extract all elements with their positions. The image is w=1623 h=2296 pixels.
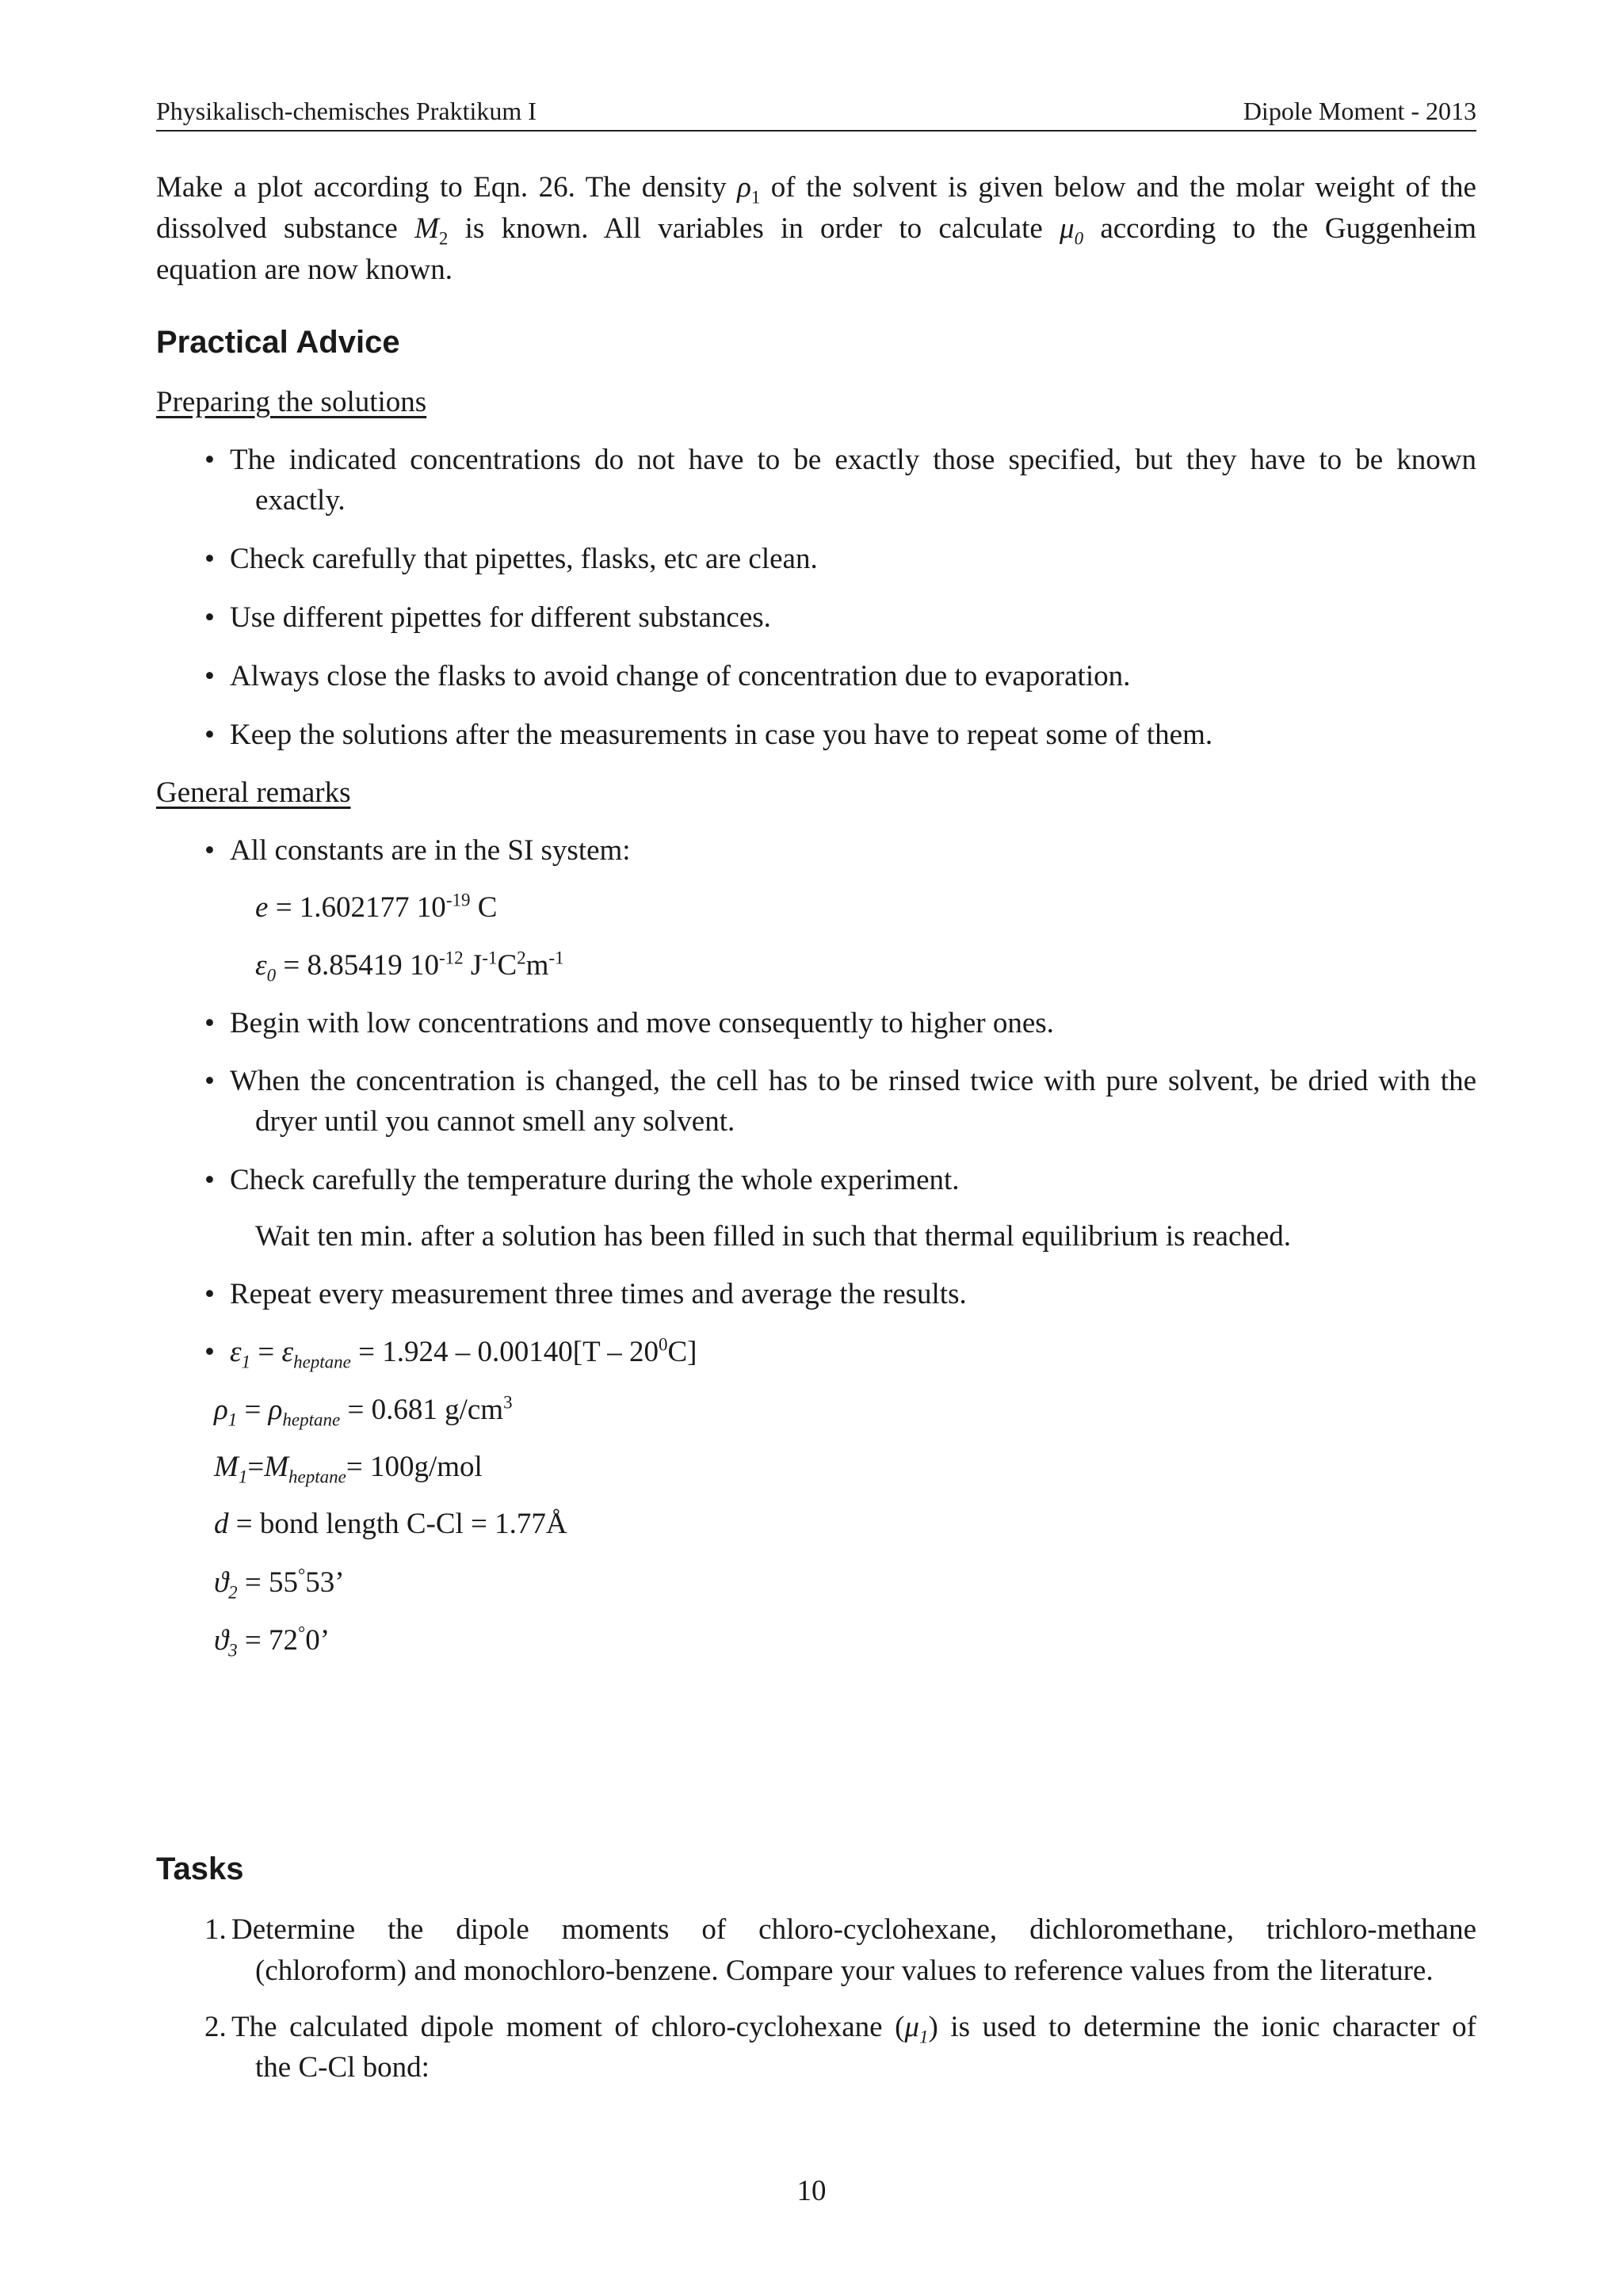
- eps0-value: = 8.85419 10: [276, 949, 439, 982]
- param-theta3: [214, 1620, 330, 1661]
- degree-exponent: 0: [659, 1334, 668, 1355]
- constant-e: [255, 887, 497, 929]
- eps1-value-end: C]: [667, 1336, 697, 1368]
- subheading-general-remarks: General remarks: [156, 776, 351, 809]
- task-text: ) is used to determine the ionic character of: [928, 2011, 1476, 2043]
- degree-sign: °: [298, 1565, 306, 1585]
- unit-exponent: 2: [517, 948, 526, 968]
- list-item: When the concentration is changed, the cell has to be rinsed twice with pure solvent, be dried with the: [230, 1065, 1476, 1097]
- unit-exponent: -1: [482, 948, 498, 968]
- subheading-preparing-solutions: Preparing the solutions: [156, 386, 427, 418]
- list-item: Use different pipettes for different substances.: [230, 601, 771, 634]
- unit-exponent: -1: [548, 948, 564, 968]
- subscript: 1: [238, 1466, 248, 1487]
- m-symbol: M: [264, 1451, 289, 1483]
- epsilon-symbol: ε: [255, 949, 267, 982]
- mu-subscript: 0: [1074, 228, 1084, 249]
- theta2-value: = 55: [237, 1566, 299, 1599]
- bullet: •: [204, 543, 215, 575]
- unit: J: [463, 949, 483, 982]
- bullet: •: [204, 1007, 215, 1039]
- bullet: •: [204, 1278, 215, 1310]
- epsilon-symbol: ε: [230, 1336, 242, 1368]
- list-item: Check carefully that pipettes, flasks, etc are clean.: [230, 543, 818, 575]
- subscript: 1: [241, 1352, 251, 1372]
- e-symbol: e: [255, 891, 269, 924]
- m-symbol: M: [214, 1451, 239, 1483]
- theta-symbol: ϑ: [214, 1566, 229, 1599]
- bond-length-value: = bond length C-Cl = 1.77Å: [228, 1508, 567, 1540]
- list-item: Begin with low concentrations and move consequently to higher ones.: [230, 1007, 1054, 1039]
- subscript: heptane: [282, 1409, 341, 1430]
- equals: =: [247, 1451, 265, 1483]
- rho-symbol: ρ: [737, 171, 751, 204]
- constant-eps0: [255, 945, 564, 986]
- intro-line-2: [156, 208, 1476, 250]
- bullet: •: [204, 1336, 215, 1368]
- param-rho1: [214, 1390, 513, 1431]
- task-2-line-2: the C-Cl bond:: [255, 2051, 430, 2084]
- subscript: heptane: [293, 1352, 351, 1372]
- epsilon-subscript: 0: [266, 965, 277, 986]
- m-symbol: M: [414, 212, 439, 245]
- task-1-line-2: (chloroform) and monochloro-benzene. Compare your values to reference values from the literature.: [255, 1955, 1434, 1987]
- intro-text: Make a plot according to Eqn. 26. The density: [156, 171, 738, 204]
- list-item: Keep the solutions after the measurements in case you have to repeat some of them.: [230, 719, 1213, 751]
- list-item: Repeat every measurement three times and average the results.: [230, 1278, 967, 1310]
- theta2-minutes: 53’: [305, 1566, 345, 1599]
- unit: m: [525, 949, 549, 982]
- rho-symbol: ρ: [214, 1394, 228, 1426]
- list-item-continuation: exactly.: [255, 484, 346, 517]
- task-2-line-1: [231, 2007, 1476, 2048]
- list-item: Always close the flasks to avoid change of concentration due to evaporation.: [230, 660, 1131, 692]
- subscript: heptane: [288, 1466, 346, 1487]
- intro-text: according to the Guggenheim: [1083, 212, 1476, 245]
- intro-text: is known. All variables in order to calculate: [448, 212, 1060, 245]
- intro-text: dissolved substance: [156, 212, 415, 245]
- page-number: 10: [796, 2175, 827, 2207]
- equals: =: [237, 1394, 269, 1426]
- bullet: •: [204, 601, 215, 634]
- m-subscript: 2: [438, 228, 449, 249]
- mu-symbol: μ: [1060, 212, 1075, 245]
- param-theta2: [214, 1562, 345, 1604]
- param-eps1: [230, 1332, 697, 1373]
- list-item: All constants are in the SI system:: [230, 834, 631, 867]
- unit: C: [497, 949, 517, 982]
- theta3-minutes: 0’: [305, 1624, 330, 1657]
- list-item-note: Wait ten min. after a solution has been filled in such that thermal equilibrium is reached.: [255, 1220, 1292, 1253]
- eps0-exponent: -12: [438, 948, 464, 968]
- rho-symbol: ρ: [268, 1394, 283, 1426]
- section-heading-tasks: Tasks: [156, 1852, 244, 1886]
- task-number: 1.: [204, 1913, 227, 1946]
- intro-line-1: [156, 167, 1476, 208]
- theta3-value: = 72: [237, 1624, 299, 1657]
- eps1-value: = 1.924 – 0.00140[T – 20: [350, 1336, 659, 1368]
- list-item-continuation: dryer until you cannot smell any solvent.: [255, 1105, 735, 1138]
- bullet: •: [204, 660, 215, 692]
- task-number: 2.: [204, 2011, 227, 2043]
- param-bond-length: [214, 1504, 567, 1545]
- task-text: The calculated dipole moment of chloro-cyclohexane (: [231, 2011, 905, 2043]
- running-header: [156, 92, 1476, 132]
- bullet: •: [204, 1065, 215, 1097]
- e-value: = 1.602177 10: [268, 891, 446, 924]
- subscript: 3: [228, 1640, 238, 1661]
- e-exponent: -19: [445, 890, 471, 910]
- bullet: •: [204, 834, 215, 867]
- epsilon-symbol: ε: [281, 1336, 294, 1368]
- subscript: 1: [227, 1409, 238, 1430]
- unit-exponent: 3: [503, 1392, 513, 1413]
- rho1-value: = 0.681 g/cm: [340, 1394, 504, 1426]
- param-m1: [214, 1447, 483, 1488]
- degree-sign: °: [298, 1623, 306, 1643]
- section-heading-practical-advice: Practical Advice: [156, 325, 400, 360]
- header-doc-title: Dipole Moment - 2013: [1243, 97, 1476, 125]
- bullet: •: [204, 444, 215, 476]
- e-unit: C: [470, 891, 498, 924]
- rho-subscript: 1: [750, 187, 761, 208]
- subscript: 2: [228, 1582, 238, 1603]
- d-symbol: d: [214, 1508, 229, 1540]
- bullet: •: [204, 1164, 215, 1196]
- task-1-line-1: Determine the dipole moments of chloro-cyclohexane, dichloromethane, trichloro-methane: [231, 1913, 1476, 1946]
- list-item: The indicated concentrations do not have to be exactly those specified, but they have to be known: [230, 444, 1476, 476]
- bullet: •: [204, 719, 215, 751]
- intro-line-3: equation are now known.: [156, 254, 453, 286]
- theta-symbol: ϑ: [214, 1624, 229, 1657]
- header-course-title: Physikalisch-chemisches Praktikum I: [156, 97, 537, 125]
- m1-value: = 100g/mol: [346, 1451, 483, 1483]
- mu-symbol: μ: [904, 2011, 919, 2043]
- mu-subscript: 1: [919, 2027, 929, 2047]
- equals: =: [250, 1336, 282, 1368]
- intro-text: of the solvent is given below and the molar weight of the: [760, 171, 1476, 204]
- list-item: Check carefully the temperature during the whole experiment.: [230, 1164, 960, 1196]
